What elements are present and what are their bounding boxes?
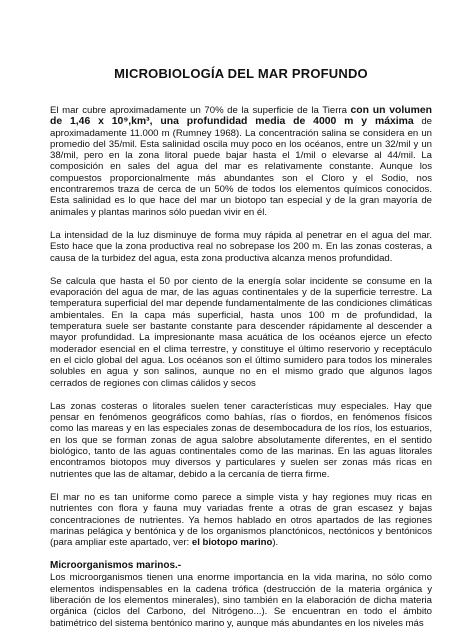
section-subheading: Microorganismos marinos.- bbox=[50, 560, 182, 572]
paragraph-2: La intensidad de la luz disminuye de forma muy rápida al penetrar en el agua del mar. Esto hace que la zona productiva real no sobrepase los 200 m. En las zonas costeras, a causa de la turbidez del agua, esta zona productiva alcanza menos profundidad. bbox=[50, 229, 432, 264]
paragraph-3: Se calcula que hasta el 50 por ciento de la energía solar incidente se consume en la evaporación del agua de mar, de las aguas continentales y de la superficie terrestre. La temperatura superficial del mar depende fundamentalmente de las condiciones climáticas ambientales. En la capa más superficial, hasta unos 100 m de profundidad, la temperatura suele ser bastante constante para descender rápidamente al descender a mayor profundidad. La impresionante masa acuática de los océanos ejerce un efecto moderador esencial en el clima terrestre, y constituye el último reservorio y receptáculo en el ciclo global del agua. Los océanos son el último sumidero para todos los minerales solubles en agua y son salinos, aunque no en el mismo grado que algunos lagos cerrados de regiones con climas cálidos y secos bbox=[50, 275, 432, 389]
paragraph-1 bbox=[50, 105, 432, 218]
paragraph-1-text-c: de aproximadamente 11.000 m (Rumney 1968). La concentración salina se considera en un promedio del 35/mil. Esta salinidad oscila muy poco en los océanos, entre un 32/mil y un 38/mil, pero en la zona litoral puede bajar hasta el 1/mil o elevarse al 44/mil. La composición en sales del agua del mar es relativamente constante. Aunque los compuestos proporcionalmente más abundantes son el Cloro y el Sodio, nos encontraremos traza de cerca de un 50% de todos los elementos químicos conocidos. Esta salinidad es lo que hace del mar un biotopo tan especial y de la gran mayoría de animales y plantas marinos sólo puedan vivir en él. bbox=[50, 116, 433, 218]
paragraph-1-text-a: El mar cubre aproximadamente un 70% de la superficie de la Tierra bbox=[50, 105, 351, 116]
paragraph-1-bold-text: con un volumen de 1,46 x 10⁹,km³, una profundidad media de 4000 m y máxima bbox=[50, 105, 433, 128]
paragraph-5-text-a: El mar no es tan uniforme como parece a simple vista y hay regiones muy ricas en nutrientes con flora y fauna muy variadas frente a otras de gran escasez y bajas concentraciones de nutrientes. Ya hemos hablado en otros apartados de las regiones marinas pelágica y bentónica y de los organismos planctónicos, nectónicos y bentónicos (para ampliar este apartado, ver: bbox=[50, 491, 432, 549]
biotopo-marino-link-text: el biotopo marino bbox=[191, 537, 273, 549]
document-title: MICROBIOLOGÍA DEL MAR PROFUNDO bbox=[114, 66, 368, 81]
paragraph-5-text-c: ). bbox=[272, 537, 279, 549]
paragraph-5 bbox=[50, 492, 432, 548]
paragraph-4: Las zonas costeras o litorales suelen tener características muy especiales. Hay que pensar en fenómenos geográficos como bahías, rías o fiordos, en fenómenos físicos como las mareas y en las especiales zonas de desembocadura de los ríos, los estuarios, en los que se forman zonas de agua salobre absolutamente diferentes, en el sentido biológico, tanto de las aguas continentales como de las marinas. En las aguas litorales encontramos biotopos muy diversos y particulares y suelen ser zonas más ricas en nutrientes que las de altamar, debido a la cercanía de tierra firme. bbox=[50, 400, 432, 480]
paragraph-6: Los microorganismos tienen una enorme importancia en la vida marina, no sólo como elementos indispensables en la cadena trófica (destrucción de la materia orgánica y liberación de los elementos minerales), sino también en la elaboración de dicha materia orgánica (ciclos del Carbono, del Nitrógeno...). Se encuentran en todo el ámbito batimétrico del sistema bentónico marino y, aunque más abundantes en los niveles más bbox=[50, 572, 432, 629]
